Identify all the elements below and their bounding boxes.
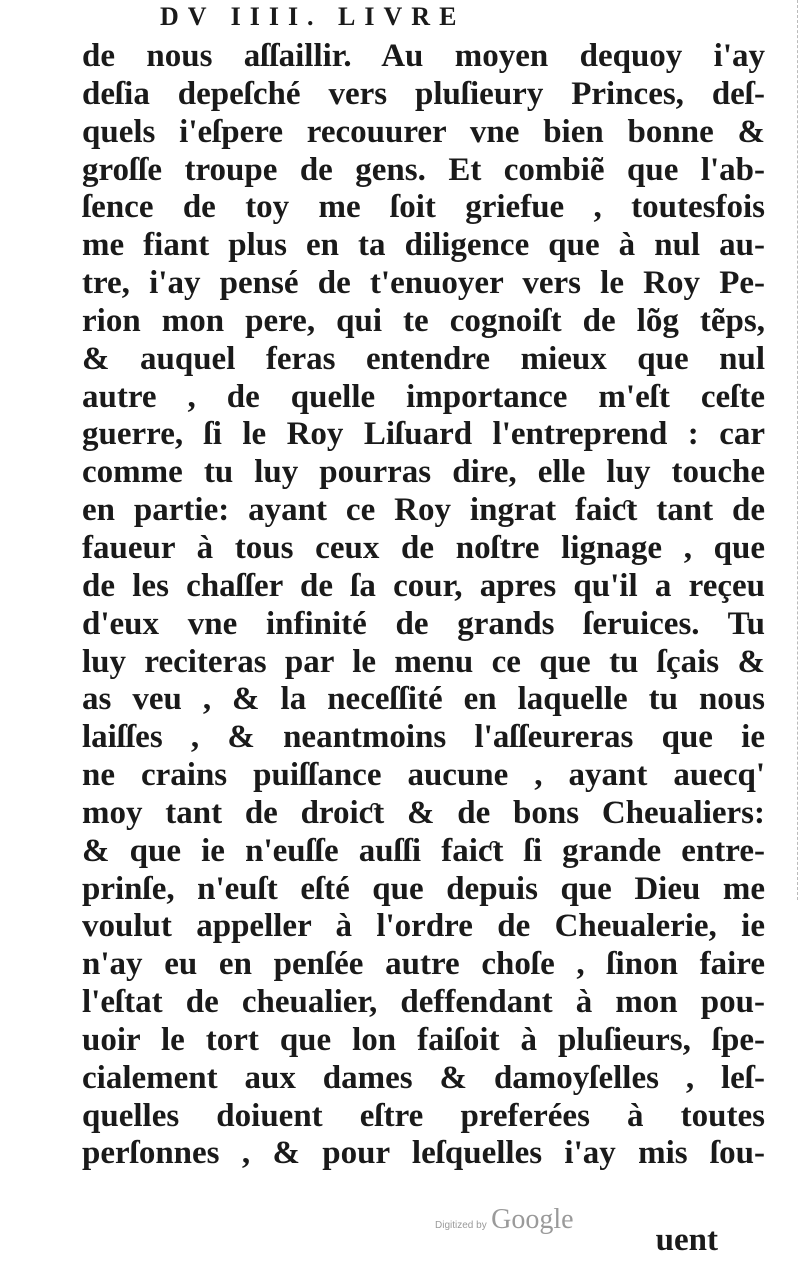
catchword: uent: [655, 1222, 718, 1258]
text-line: me fiant plus en ta diligence que à nul au-: [82, 227, 765, 264]
text-line: as veu , & la neceſſité en laquelle tu nous: [82, 681, 765, 718]
text-line: cialement aux dames & damoyſelles , leſ-: [82, 1059, 765, 1096]
google-logo: Google: [491, 1204, 574, 1235]
text-line: tre, i'ay pensé de t'enuoyer vers le Roy Pe-: [82, 265, 765, 302]
text-line: uoir le tort que lon faiſoit à pluſieurs, ſpe-: [82, 1021, 765, 1058]
text-line: quels i'eſpere recouurer vne bien bonne &: [82, 113, 765, 150]
text-line: perſonnes , & pour leſquelles i'ay mis ſou-: [82, 1135, 765, 1172]
text-line: de les chaſſer de ſa cour, apres qu'il a reçeu: [82, 567, 765, 604]
text-line: d'eux vne infinité de grands ſeruices. Tu: [82, 605, 765, 642]
text-line: laiſſes , & neantmoins l'aſſeureras que ie: [82, 719, 765, 756]
text-line: prinſe, n'euſt eſté que depuis que Dieu me: [82, 870, 765, 907]
text-line: & que ie n'euſſe auſſi faiƈt ſi grande entre-: [82, 832, 765, 869]
text-line: l'eſtat de cheualier, deffendant à mon pou-: [82, 984, 765, 1021]
text-line: comme tu luy pourras dire, elle luy touche: [82, 454, 765, 491]
text-line: deſia depeſché vers pluſieury Princes, deſ-: [82, 75, 765, 112]
text-line: autre , de quelle importance m'eſt ceſte: [82, 378, 765, 415]
digitized-watermark: [435, 1204, 574, 1236]
text-line: n'ay eu en penſée autre choſe , ſinon faire: [82, 946, 765, 983]
text-line: ne crains puiſſance aucune , ayant auecq': [82, 757, 765, 794]
text-line: rion mon pere, qui te cognoiſt de lõg tẽps,: [82, 302, 765, 339]
text-line: faueur à tous ceux de noſtre lignage , que: [82, 529, 765, 566]
text-line: & auquel feras entendre mieux que nul: [82, 340, 765, 377]
text-line: moy tant de droiƈt & de bons Cheualiers:: [82, 794, 765, 831]
text-line: ſence de toy me ſoit griefue , toutesfois: [82, 189, 765, 226]
text-line: guerre, ſi le Roy Liſuard l'entreprend : car: [82, 416, 765, 453]
text-line: luy reciteras par le menu ce que tu ſçais &: [82, 643, 765, 680]
page-text: [82, 38, 765, 1173]
watermark-prefix: Digitized by: [435, 1220, 487, 1231]
text-line: quelles doiuent eſtre preferées à toutes: [82, 1097, 765, 1134]
page-edge: [795, 0, 798, 900]
text-line: en partie: ayant ce Roy ingrat faiƈt tant de: [82, 492, 765, 529]
text-line: de nous aſſaillir. Au moyen dequoy i'ay: [82, 38, 765, 74]
running-head: DV IIII. LIVRE: [160, 2, 466, 31]
text-line: groſſe troupe de gens. Et combiẽ que l'ab-: [82, 151, 765, 188]
text-line: voulut appeller à l'ordre de Cheualerie, ie: [82, 908, 765, 945]
